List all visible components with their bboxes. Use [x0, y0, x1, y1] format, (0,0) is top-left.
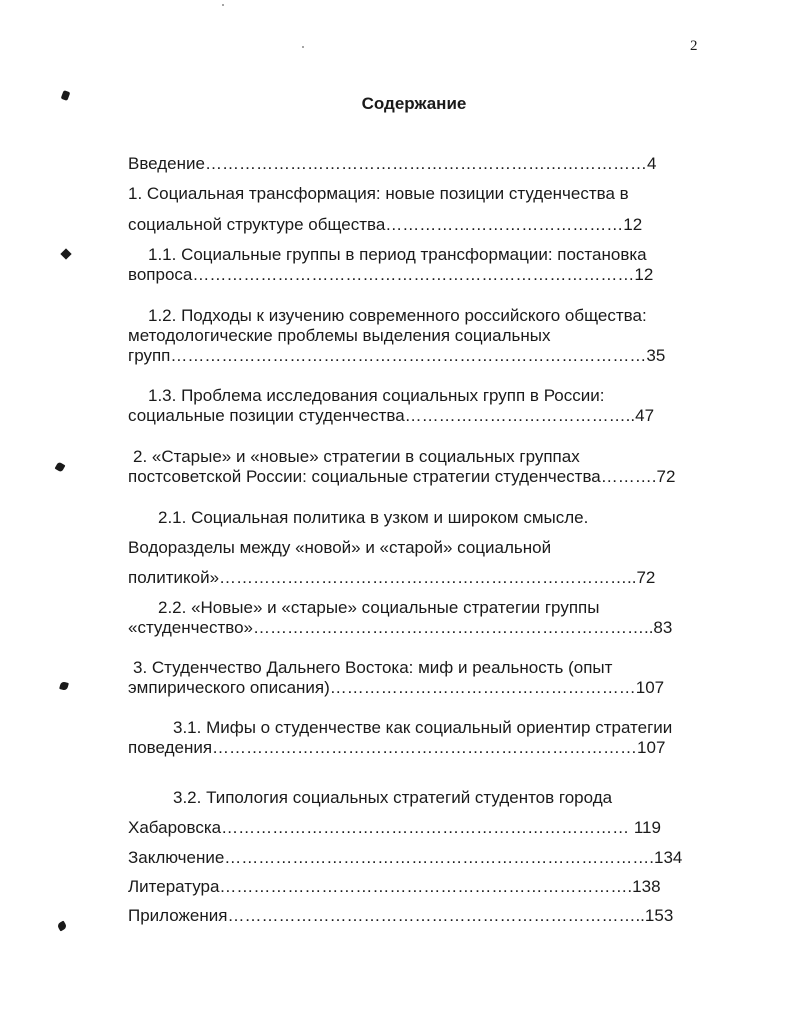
scan-artifact-mark — [60, 248, 71, 259]
scan-artifact-mark — [55, 462, 66, 473]
toc-entry-1-2-line-3: групп…………………………………………………………………………35 — [128, 346, 666, 365]
toc-entry-3-1-line-2: поведения…………………………………………………………………107 — [128, 738, 666, 757]
toc-entry-chapter-1-line-1: 1. Социальная трансформация: новые позиции студенчества в — [128, 184, 629, 203]
toc-entry-1-3-line-2: социальные позиции студенчества…………………………………..47 — [128, 406, 655, 425]
scan-artifact-mark — [59, 681, 69, 691]
toc-entry-chapter-3-line-1: 3. Студенчество Дальнего Востока: миф и реальность (опыт — [133, 658, 613, 677]
page-number: 2 — [690, 38, 698, 54]
toc-entry-2-1-line-3: политикой»………………………………………………………………..72 — [128, 568, 656, 587]
toc-entry-3-1-line-1: 3.1. Мифы о студенчестве как социальный ориентир стратегии — [173, 718, 673, 737]
scan-speck — [222, 4, 224, 6]
toc-entry-literature: Литература……………………………………………………………….138 — [128, 877, 661, 896]
toc-entry-3-2-line-1: 3.2. Типология социальных стратегий студентов города — [173, 788, 613, 807]
toc-entry-chapter-1-line-2: социальной структуре общества……………………………………12 — [128, 215, 643, 234]
toc-entry-appendices: Приложения………………………………………………………………..153 — [128, 906, 674, 925]
toc-entry-conclusion: Заключение………………………………………………………………….134 — [128, 848, 683, 867]
toc-entry-3-2-line-2: Хабаровска……………………………………………………………… 119 — [128, 818, 661, 837]
toc-entry-2-1-line-1: 2.1. Социальная политика в узком и широком смысле. — [158, 508, 589, 527]
toc-entry-1-1-line-2: вопроса……………………………………………………………………12 — [128, 265, 654, 284]
toc-entry-chapter-2-line-1: 2. «Старые» и «новые» стратегии в социальных группах — [133, 447, 580, 466]
toc-entry-chapter-3-line-2: эмпирического описания)………………………………………………107 — [128, 678, 665, 697]
toc-entry-1-2-line-2: методологические проблемы выделения социальных — [128, 326, 551, 345]
toc-entry-2-1-line-2: Водоразделы между «новой» и «старой» социальной — [128, 538, 552, 557]
toc-entry-2-2-line-1: 2.2. «Новые» и «старые» социальные стратегии группы — [158, 598, 600, 617]
toc-entry-1-1-line-1: 1.1. Социальные группы в период трансформации: постановка — [148, 245, 647, 264]
toc-entry-introduction: Введение……………………………………………………………………4 — [128, 154, 657, 173]
page-title: Содержание — [361, 94, 467, 113]
toc-entry-1-3-line-1: 1.3. Проблема исследования социальных групп в России: — [148, 386, 605, 405]
scan-artifact-mark — [57, 921, 68, 932]
toc-entry-1-2-line-1: 1.2. Подходы к изучению современного российского общества: — [148, 306, 647, 325]
scan-speck — [302, 46, 304, 48]
toc-entry-chapter-2-line-2: постсоветской России: социальные стратегии студенчества……….72 — [128, 467, 676, 486]
toc-entry-2-2-line-2: «студенчество»……………………………………………………………..83 — [128, 618, 673, 637]
